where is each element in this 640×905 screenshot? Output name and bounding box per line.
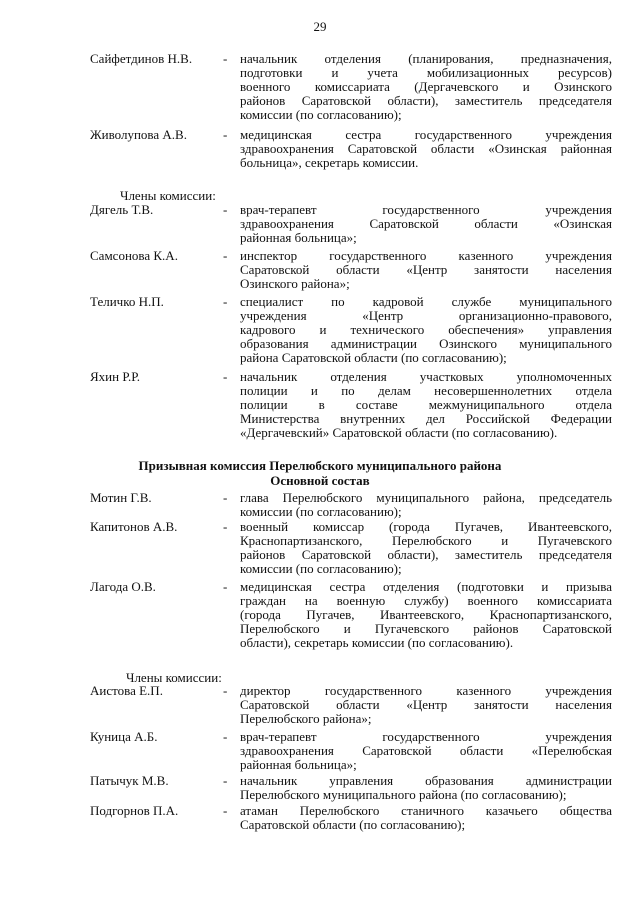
position-line: Перелюбского муниципального района (по согласованию);: [240, 787, 567, 802]
position-line: начальник отделения (планирования, предназначения,: [240, 51, 612, 66]
position-line: области), секретарь комиссии (по согласованию).: [240, 635, 514, 650]
position-line: Краснопартизанского, Перелюбского и Пугачевского: [240, 533, 612, 548]
dash: -: [223, 202, 228, 217]
dash: -: [223, 294, 228, 309]
position-line: полиции в составе межмуниципального отдела: [240, 397, 612, 412]
dash: -: [223, 490, 228, 505]
person-position: [240, 128, 612, 170]
person-name: Аистова Е.П.: [90, 683, 163, 698]
person-name: Мотин Г.В.: [90, 490, 152, 505]
person-name: Подгорнов П.А.: [90, 803, 179, 818]
person-position: [240, 520, 612, 576]
dash: -: [223, 579, 228, 594]
person-position: [240, 730, 612, 772]
members-label: Члены комиссии:: [126, 670, 222, 685]
position-line: Перелюбского района»;: [240, 711, 372, 726]
person-name: Теличко Н.П.: [90, 294, 164, 309]
position-line: Министерства внутренних дел Российской Федерации: [240, 411, 612, 426]
position-line: граждан на военную службу) военного комиссариата: [240, 593, 612, 608]
position-line: районов Саратовской области), заместитель председателя: [240, 547, 612, 562]
person-position: [240, 52, 612, 122]
person-position: [240, 249, 612, 291]
dash: -: [223, 803, 228, 818]
person-position: [240, 684, 612, 726]
person-position: [240, 370, 612, 440]
position-line: специалист по кадровой службе муниципального: [240, 294, 612, 309]
position-line: Озинского района»;: [240, 276, 350, 291]
person-name: Яхин Р.Р.: [90, 369, 141, 384]
position-line: военного комиссариата (Дергачевского и Озинского: [240, 79, 612, 94]
position-line: начальник отделения участковых уполномоченных: [240, 369, 612, 384]
position-line: кадрового и технического обеспечения» управления: [240, 322, 612, 337]
position-line: комиссии (по согласованию);: [240, 561, 402, 576]
position-line: больница», секретарь комиссии.: [240, 155, 419, 170]
position-line: районов Саратовской области), заместитель председателя: [240, 93, 612, 108]
person-position: [240, 491, 612, 519]
position-line: районная больница»;: [240, 230, 357, 245]
position-line: медицинская сестра отделения (подготовки и призыва: [240, 579, 612, 594]
person-position: [240, 774, 612, 802]
person-name: Сайфетдинов Н.В.: [90, 51, 193, 66]
position-line: глава Перелюбского муниципального района, председатель: [240, 490, 612, 505]
page-number: 29: [313, 19, 327, 34]
dash: -: [223, 369, 228, 384]
position-line: Саратовской области «Центр занятости населения: [240, 697, 612, 712]
position-line: директор государственного казенного учреждения: [240, 683, 612, 698]
position-line: здравоохранения Саратовской области «Озинская районная: [240, 141, 612, 156]
position-line: военный комиссар (города Пугачев, Ивантеевского,: [240, 519, 612, 534]
position-line: инспектор государственного казенного учреждения: [240, 248, 612, 263]
person-position: [240, 203, 612, 245]
position-line: подготовки и учета мобилизационных ресурсов): [240, 65, 612, 80]
person-name: Лагода О.В.: [90, 579, 156, 594]
dash: -: [223, 127, 228, 142]
position-line: Саратовской области (по согласованию);: [240, 817, 466, 832]
position-line: района Саратовской области (по согласованию);: [240, 350, 507, 365]
dash: -: [223, 248, 228, 263]
position-line: врач-терапевт государственного учреждения: [240, 729, 612, 744]
position-line: полиции и по делам несовершеннолетних отдела: [240, 383, 612, 398]
person-position: [240, 580, 612, 650]
person-name: Живолупова А.В.: [90, 127, 187, 142]
position-line: учреждения «Центр организационно-правового,: [240, 308, 612, 323]
dash: -: [223, 519, 228, 534]
position-line: медицинская сестра государственного учреждения: [240, 127, 612, 142]
position-line: «Дергачевский» Саратовской области (по согласованию).: [240, 425, 558, 440]
dash: -: [223, 51, 228, 66]
members-label: Члены комиссии:: [120, 188, 216, 203]
position-line: комиссии (по согласованию);: [240, 504, 402, 519]
position-line: здравоохранения Саратовской области «Озинская: [240, 216, 612, 231]
position-line: атаман Перелюбского станичного казачьего общества: [240, 803, 612, 818]
dash: -: [223, 729, 228, 744]
person-position: [240, 295, 612, 365]
position-line: (города Пугачев, Ивантеевского, Краснопартизанского,: [240, 607, 612, 622]
position-line: комиссии (по согласованию);: [240, 107, 402, 122]
dash: -: [223, 683, 228, 698]
section-subtitle: Основной состав: [270, 473, 370, 488]
dash: -: [223, 773, 228, 788]
person-name: Капитонов А.В.: [90, 519, 178, 534]
position-line: начальник управления образования администрации: [240, 773, 612, 788]
position-line: образования администрации Озинского муниципального: [240, 336, 612, 351]
position-line: Перелюбского и Пугачевского районов Саратовской: [240, 621, 612, 636]
person-name: Куница А.Б.: [90, 729, 158, 744]
section-title: Призывная комиссия Перелюбского муниципального района: [138, 458, 502, 473]
position-line: Саратовской области «Центр занятости населения: [240, 262, 612, 277]
person-name: Патычук М.В.: [90, 773, 169, 788]
person-position: [240, 804, 612, 832]
position-line: здравоохранения Саратовской области «Перелюбская: [240, 743, 612, 758]
position-line: районная больница»;: [240, 757, 357, 772]
person-name: Самсонова К.А.: [90, 248, 178, 263]
position-line: врач-терапевт государственного учреждения: [240, 202, 612, 217]
person-name: Дягель Т.В.: [90, 202, 154, 217]
